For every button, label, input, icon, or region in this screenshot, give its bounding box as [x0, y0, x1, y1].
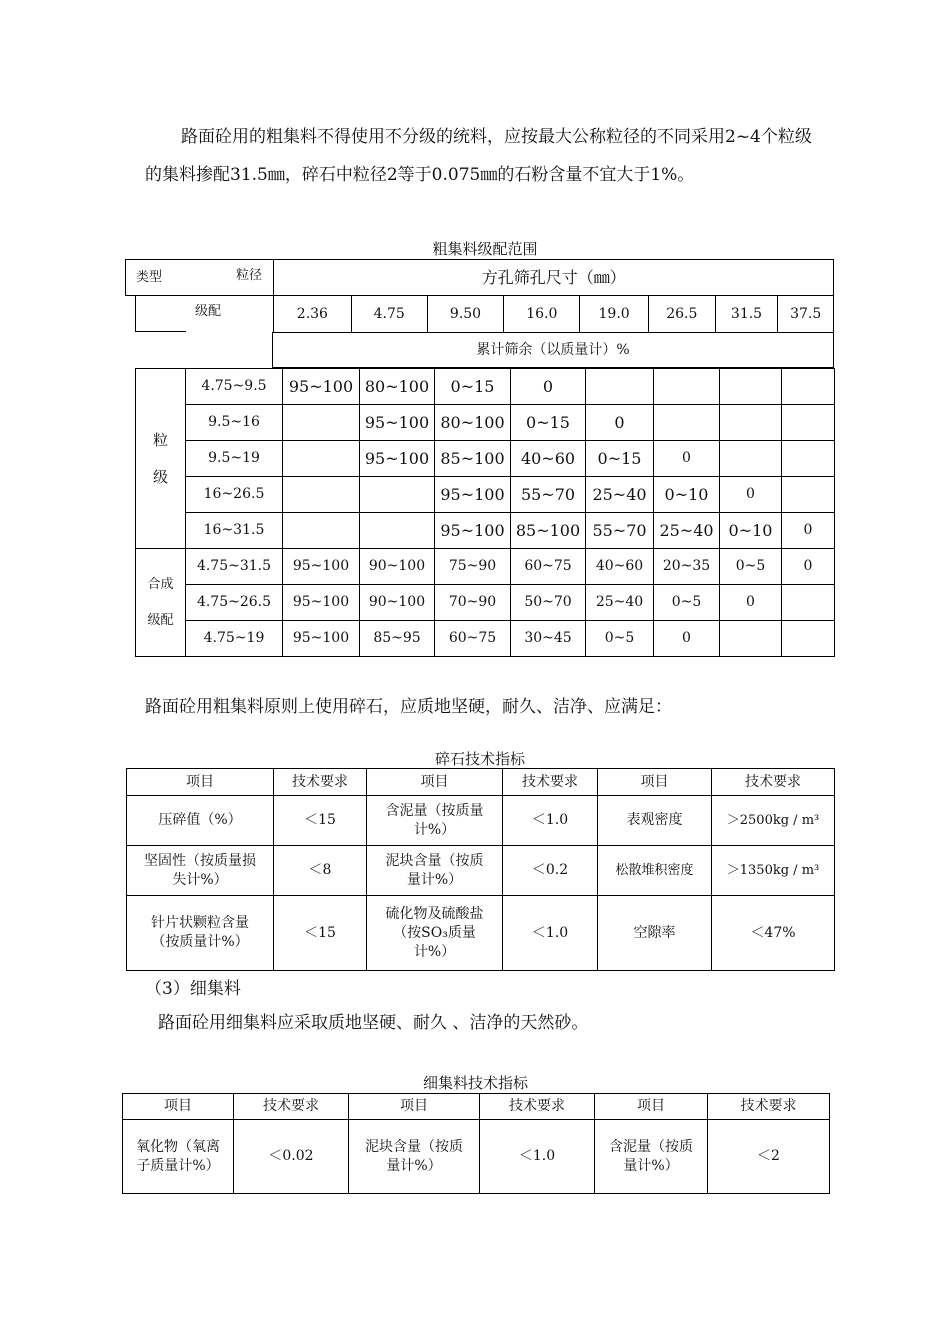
t2-r1-c1: 压碎值（%）	[127, 796, 274, 846]
t2-r3-c5: 空隙率	[598, 896, 712, 971]
grading-value-cell: 60~75	[511, 549, 586, 585]
grading-value-cell	[586, 369, 654, 405]
grading-value-cell: 95~100	[283, 549, 360, 585]
grading-value-cell	[283, 477, 360, 513]
sieve-col-1: 2.36	[273, 296, 351, 333]
grading-value-cell: 25~40	[586, 585, 654, 621]
t2-r3-c6: ＜47%	[712, 896, 835, 971]
grading-range-cell: 4.75~26.5	[186, 585, 283, 621]
grading-row	[136, 369, 835, 405]
sieve-col-8: 37.5	[778, 296, 834, 333]
grading-value-cell: 25~40	[654, 513, 720, 549]
t3-head-req-3: 技术要求	[708, 1094, 830, 1120]
t2-r3-c3: 硫化物及硫酸盐（按SO₃质量计%）	[367, 896, 503, 971]
grading-table-sieves	[135, 295, 834, 333]
grading-value-cell	[782, 477, 835, 513]
grading-value-cell: 55~70	[586, 513, 654, 549]
grading-row	[136, 477, 835, 513]
grading-value-cell	[360, 513, 435, 549]
grading-row	[136, 405, 835, 441]
sieve-col-4: 16.0	[504, 296, 580, 333]
t3-head-item-3: 项目	[595, 1094, 708, 1120]
grading-value-cell	[720, 369, 782, 405]
corner-grade-label: 级配	[195, 303, 222, 319]
corner-type-label: 类型	[136, 270, 163, 285]
t3-head-req-2: 技术要求	[480, 1094, 595, 1120]
table3-caption: 细集料技术指标	[422, 1074, 528, 1092]
corner-cell	[126, 260, 274, 296]
fine-spec-table	[122, 1093, 830, 1194]
grading-value-cell: 95~100	[283, 369, 360, 405]
group-label-composite: 合成 级配	[136, 549, 186, 657]
grading-value-cell: 0	[720, 585, 782, 621]
grading-value-cell	[720, 405, 782, 441]
corner-grade-cell	[135, 296, 273, 333]
t2-r3-c4: ＜1.0	[503, 896, 598, 971]
grading-value-cell: 0	[654, 621, 720, 657]
grading-value-cell: 70~90	[435, 585, 511, 621]
grading-range-cell: 16~31.5	[186, 513, 283, 549]
grading-value-cell: 95~100	[283, 585, 360, 621]
grading-value-cell: 80~100	[360, 369, 435, 405]
t2-head-req-2: 技术要求	[503, 769, 598, 796]
sieve-col-6: 26.5	[648, 296, 715, 333]
grading-range-cell: 9.5~16	[186, 405, 283, 441]
grading-value-cell: 85~100	[435, 441, 511, 477]
grading-value-cell	[782, 621, 835, 657]
sieve-size-header: 方孔筛孔尺寸（㎜）	[274, 260, 834, 296]
grading-value-cell	[283, 513, 360, 549]
corner-size-label: 粒径	[236, 268, 263, 283]
t2-r1-c3: 含泥量（按质量计%）	[367, 796, 503, 846]
grading-value-cell: 90~100	[360, 585, 435, 621]
table2-caption: 碎石技术指标	[434, 750, 525, 768]
grading-row	[136, 549, 835, 585]
t2-r2-c1: 坚固性（按质量损失计%）	[127, 846, 274, 896]
grading-value-cell: 0	[720, 477, 782, 513]
grading-value-cell	[720, 441, 782, 477]
grading-value-cell: 40~60	[586, 549, 654, 585]
grading-value-cell: 95~100	[360, 405, 435, 441]
t3-head-item-2: 项目	[349, 1094, 480, 1120]
grading-value-cell: 0~15	[511, 405, 586, 441]
grading-value-cell: 55~70	[511, 477, 586, 513]
grading-value-cell: 20~35	[654, 549, 720, 585]
sieve-col-2: 4.75	[351, 296, 427, 333]
gravel-spec-table	[126, 768, 835, 971]
t3-r1-c3: 泥块含量（按质量计%）	[349, 1120, 480, 1194]
grading-value-cell	[654, 369, 720, 405]
grading-value-cell: 0~10	[654, 477, 720, 513]
grading-value-cell: 85~100	[511, 513, 586, 549]
fine-aggregate-paragraph: 路面砼用细集料应采取质地坚硬、耐久 、洁净的天然砂。	[158, 1013, 589, 1033]
grading-value-cell: 75~90	[435, 549, 511, 585]
t2-r3-c2: ＜15	[274, 896, 367, 971]
grading-value-cell: 0~10	[720, 513, 782, 549]
t3-r1-c4: ＜1.0	[480, 1120, 595, 1194]
grading-value-cell: 30~45	[511, 621, 586, 657]
t3-r1-c1: 氧化物（氧离子质量计%）	[123, 1120, 234, 1194]
coarse-aggregate-paragraph: 路面砼用粗集料原则上使用碎石，应质地坚硬，耐久、洁净、应满足：	[145, 697, 672, 717]
grading-value-cell: 50~70	[511, 585, 586, 621]
grading-row	[136, 513, 835, 549]
grading-value-cell: 60~75	[435, 621, 511, 657]
t2-head-item-3: 项目	[598, 769, 712, 796]
table1-caption: 粗集料级配范围	[432, 240, 538, 258]
sieve-col-7: 31.5	[715, 296, 778, 333]
t2-r2-c6: ＞1350kg / m³	[712, 846, 835, 896]
grading-value-cell: 95~100	[283, 621, 360, 657]
t2-r2-c4: ＜0.2	[503, 846, 598, 896]
t2-r1-c6: ＞2500kg / m³	[712, 796, 835, 846]
grading-value-cell: 25~40	[586, 477, 654, 513]
t2-r2-c5: 松散堆积密度	[598, 846, 712, 896]
grading-range-cell: 9.5~19	[186, 441, 283, 477]
grading-value-cell	[782, 441, 835, 477]
t2-head-item-1: 项目	[127, 769, 274, 796]
group-label-single-size: 粒 级	[136, 369, 186, 549]
grading-value-cell: 40~60	[511, 441, 586, 477]
grading-value-cell: 0~5	[720, 549, 782, 585]
grading-value-cell: 0	[782, 513, 835, 549]
t3-head-req-1: 技术要求	[234, 1094, 349, 1120]
grading-table-residue-header	[272, 332, 834, 368]
t2-r1-c2: ＜15	[274, 796, 367, 846]
grading-value-cell: 0~5	[654, 585, 720, 621]
grading-value-cell	[782, 405, 835, 441]
grading-range-cell: 4.75~31.5	[186, 549, 283, 585]
grading-value-cell: 95~100	[435, 513, 511, 549]
t2-r2-c2: ＜8	[274, 846, 367, 896]
sieve-col-3: 9.50	[427, 296, 504, 333]
grading-value-cell: 85~95	[360, 621, 435, 657]
grading-row	[136, 621, 835, 657]
grading-range-cell: 16~26.5	[186, 477, 283, 513]
t3-head-item-1: 项目	[123, 1094, 234, 1120]
t3-r1-c2: ＜0.02	[234, 1120, 349, 1194]
grading-value-cell: 0	[782, 549, 835, 585]
grading-row	[136, 441, 835, 477]
grading-value-cell: 0	[654, 441, 720, 477]
grading-table-body	[135, 368, 835, 657]
t2-r1-c4: ＜1.0	[503, 796, 598, 846]
grading-range-cell: 4.75~9.5	[186, 369, 283, 405]
grading-value-cell	[782, 369, 835, 405]
grading-value-cell	[654, 405, 720, 441]
grading-range-cell: 4.75~19	[186, 621, 283, 657]
grading-value-cell: 80~100	[435, 405, 511, 441]
grading-value-cell: 0~15	[586, 441, 654, 477]
grading-value-cell: 95~100	[435, 477, 511, 513]
grading-table-header	[125, 259, 834, 296]
t3-r1-c6: ＜2	[708, 1120, 830, 1194]
t2-head-req-1: 技术要求	[274, 769, 367, 796]
grading-value-cell: 90~100	[360, 549, 435, 585]
section-fine-aggregate: （3）细集料	[145, 979, 241, 999]
t2-r1-c5: 表观密度	[598, 796, 712, 846]
t2-head-req-3: 技术要求	[712, 769, 835, 796]
grading-value-cell: 0~5	[586, 621, 654, 657]
grading-value-cell	[782, 585, 835, 621]
t3-r1-c5: 含泥量（按质量计%）	[595, 1120, 708, 1194]
sieve-col-5: 19.0	[580, 296, 649, 333]
intro-paragraph: 路面砼用的粗集料不得使用不分级的统料，应按最大公称粒径的不同采用2~4个粒级的集料掺配31.5㎜，碎石中粒径2等于0.075㎜的石粉含量不宜大于1%。	[145, 127, 812, 185]
grading-value-cell: 0	[586, 405, 654, 441]
t2-head-item-2: 项目	[367, 769, 503, 796]
grading-value-cell: 0	[511, 369, 586, 405]
grading-value-cell	[720, 621, 782, 657]
grading-row	[136, 585, 835, 621]
t2-r3-c1: 针片状颗粒含量（按质量计%）	[127, 896, 274, 971]
grading-value-cell	[283, 405, 360, 441]
grading-value-cell	[360, 477, 435, 513]
grading-value-cell: 95~100	[360, 441, 435, 477]
t2-r2-c3: 泥块含量（按质量计%）	[367, 846, 503, 896]
grading-value-cell	[283, 441, 360, 477]
grading-value-cell: 0~15	[435, 369, 511, 405]
residue-header: 累计筛余（以质量计）%	[273, 333, 834, 368]
